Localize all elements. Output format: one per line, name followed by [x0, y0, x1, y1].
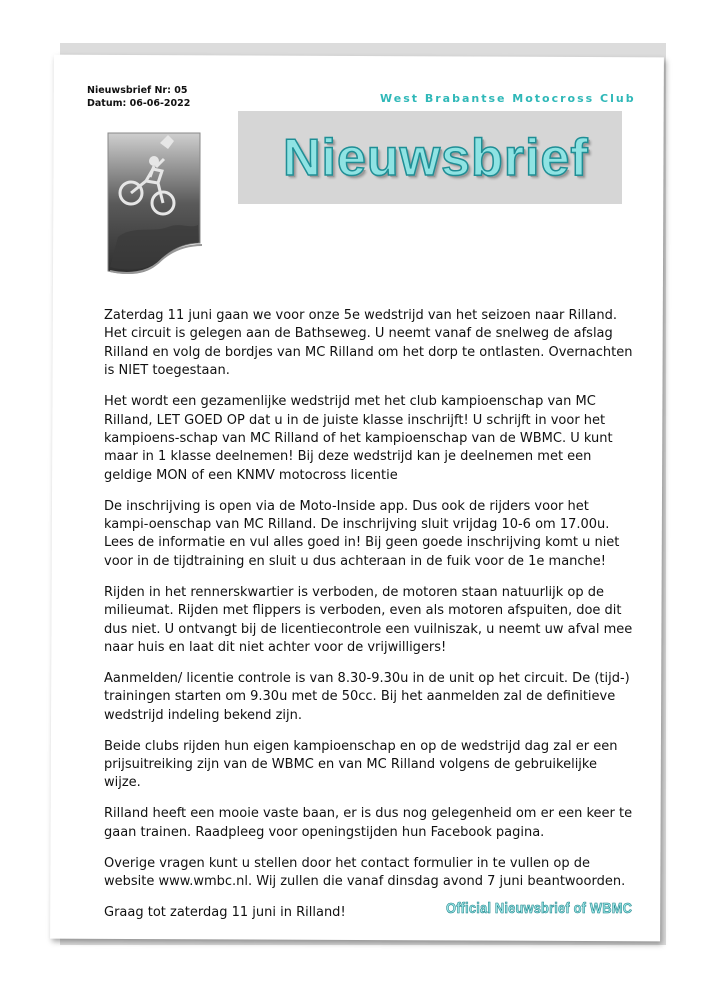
issue-number: Nieuwsbrief Nr: 05 [87, 85, 188, 96]
paragraph: Graag tot zaterdag 11 juni in Rilland! [104, 904, 346, 920]
paragraph: Het wordt een gezamenlijke wedstrijd met het club kampioenschap van MC Rilland, LET GOED OP dat u in de juiste klasse inschrijft! U schrijft in voor het kampioens-schap van MC Rilland of het kampioenschap van de WBMC. U kunt maar in 1 klasse deelnemen! Bij deze wedstrijd kan je deelnemen met een geldige MON of een KNMV motocross licentie [104, 394, 613, 483]
paragraph: Rilland heeft een mooie vaste baan, er is dus nog gelegenheid om er een keer te gaan trainen. Raadpleeg voor openingstijden hun Facebook pagina. [104, 806, 633, 840]
motocross-rider-logo-icon [98, 125, 213, 279]
paragraph: Zaterdag 11 juni gaan we voor onze 5e wedstrijd van het seizoen naar Rilland. Het circuit is gelegen aan de Bathseweg. U neemt vanaf de snelweg de afslag Rilland en volg de bordjes van MC Rilland om het dorp te ontlasten. Overnachten is NIET toegestaan. [104, 308, 633, 379]
paragraph: Aanmelden/ licentie controle is van 8.30-9.30u in de unit op het circuit. De (tijd-) trainingen starten om 9.30u met de 50cc. Bij het aanmelden zal de definitieve wedstrijd indeling bekend zijn. [104, 670, 630, 723]
paragraph: De inschrijving is open via de Moto-Inside app. Dus ook de rijders voor het kampi-oenschap van MC Rilland. De inschrijving sluit vrijdag 10-6 om 17.00u. Lees de informatie en vul alles goed in! Bij geen goede inschrijving komt u niet voor in de tijdtraining en sluit u dus achteraan in de fuik voor de 1e manche! [104, 498, 620, 569]
footer-signature: Official Nieuwsbrief of WBMC [446, 900, 633, 917]
paragraph: Overige vragen kunt u stellen door het contact formulier in te vullen op de website www.wmbc.nl. Wij zullen die vanaf dinsdag avond 7 juni beantwoorden. [104, 855, 626, 890]
article-body [104, 307, 634, 935]
issue-date: Datum: 06-06-2022 [87, 98, 191, 109]
club-name: West Brabantse Motocross Club [380, 92, 636, 105]
paragraph: Beide clubs rijden hun eigen kampioenschap en op de wedstrijd dag zal er een prijsuitreiking zijn van de WBMC en van MC Rilland volgens de gebruikelijke wijze. [104, 738, 618, 791]
banner-title: Nieuwsbrief [283, 129, 589, 187]
issue-info [87, 84, 190, 110]
paragraph: Rijden in het rennerskwartier is verboden, de motoren staan natuurlijk op de milieumat. Rijden met flippers is verboden, even als motoren afspuiten, doe dit dus niet. U ontvangt bij de licentiecontrole een vuilniszak, u neemt uw afval mee naar huis en laat dit niet achter voor de vrijwilligers! [104, 584, 633, 655]
